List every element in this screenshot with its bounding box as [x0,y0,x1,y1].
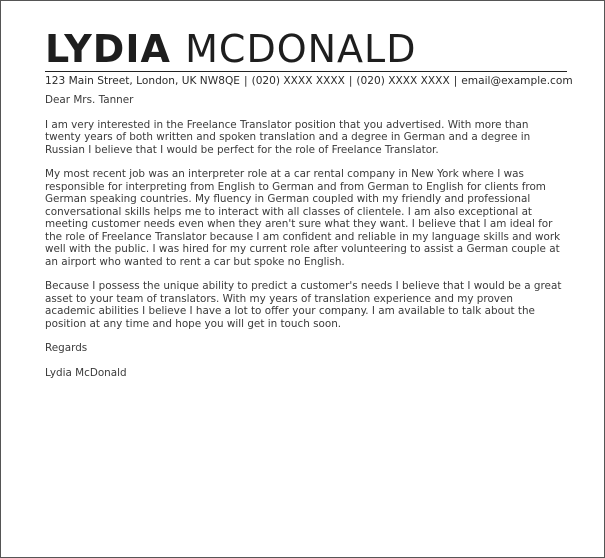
body-paragraph-1: I am very interested in the Freelance Translator position that you advertised. With more than twenty years of both written and spoken translation and a degree in German and a degree in Russian I believe that I would be perfect for the role of Freelance Translator. [45,118,531,156]
contact-phone-2: (020) XXXX XXXX [356,75,450,87]
contact-line [45,74,573,88]
sender-name-heading [45,29,565,69]
signature: Lydia McDonald [45,366,127,379]
contact-phone-1: (020) XXXX XXXX [251,75,345,87]
contact-separator: | [348,75,353,87]
sender-first-name: LYDIA [45,27,171,71]
salutation: Dear Mrs. Tanner [45,94,134,106]
body-paragraph-3: Because I possess the unique ability to predict a customer's needs I believe that I would be a great asset to your team of translators. With my years of translation experience and my proven academic abilities I believe I have a lot to offer your company. I am available to talk about the position at any time and hope you will get in touch soon. [45,280,562,330]
header-divider [45,71,567,72]
contact-separator: | [243,75,248,87]
contact-email: email@example.com [461,75,573,87]
closing: Regards [45,342,88,354]
contact-address: 123 Main Street, London, UK NW8QE [45,75,240,87]
sender-last-name: MCDONALD [185,27,417,71]
letter-content [45,27,573,379]
contact-separator: | [453,75,458,87]
body-paragraph-2: My most recent job was an interpreter role at a car rental company in New York where I was responsible for interpreting from English to German and from German to English for clients from German speaking countries. My fluency in German coupled with my friendly and professional conversational skills helps me to interact with all classes of clientele. I am also exceptional at meeting customer needs even when they aren't sure what they want. I believe that I am ideal for the role of Freelance Translator because I am confident and reliable in my language skills and work well with the public. I was hired for my current role after volunteering to assist a German couple at an airport who wanted to rent a car but spoke no English. [45,168,561,268]
